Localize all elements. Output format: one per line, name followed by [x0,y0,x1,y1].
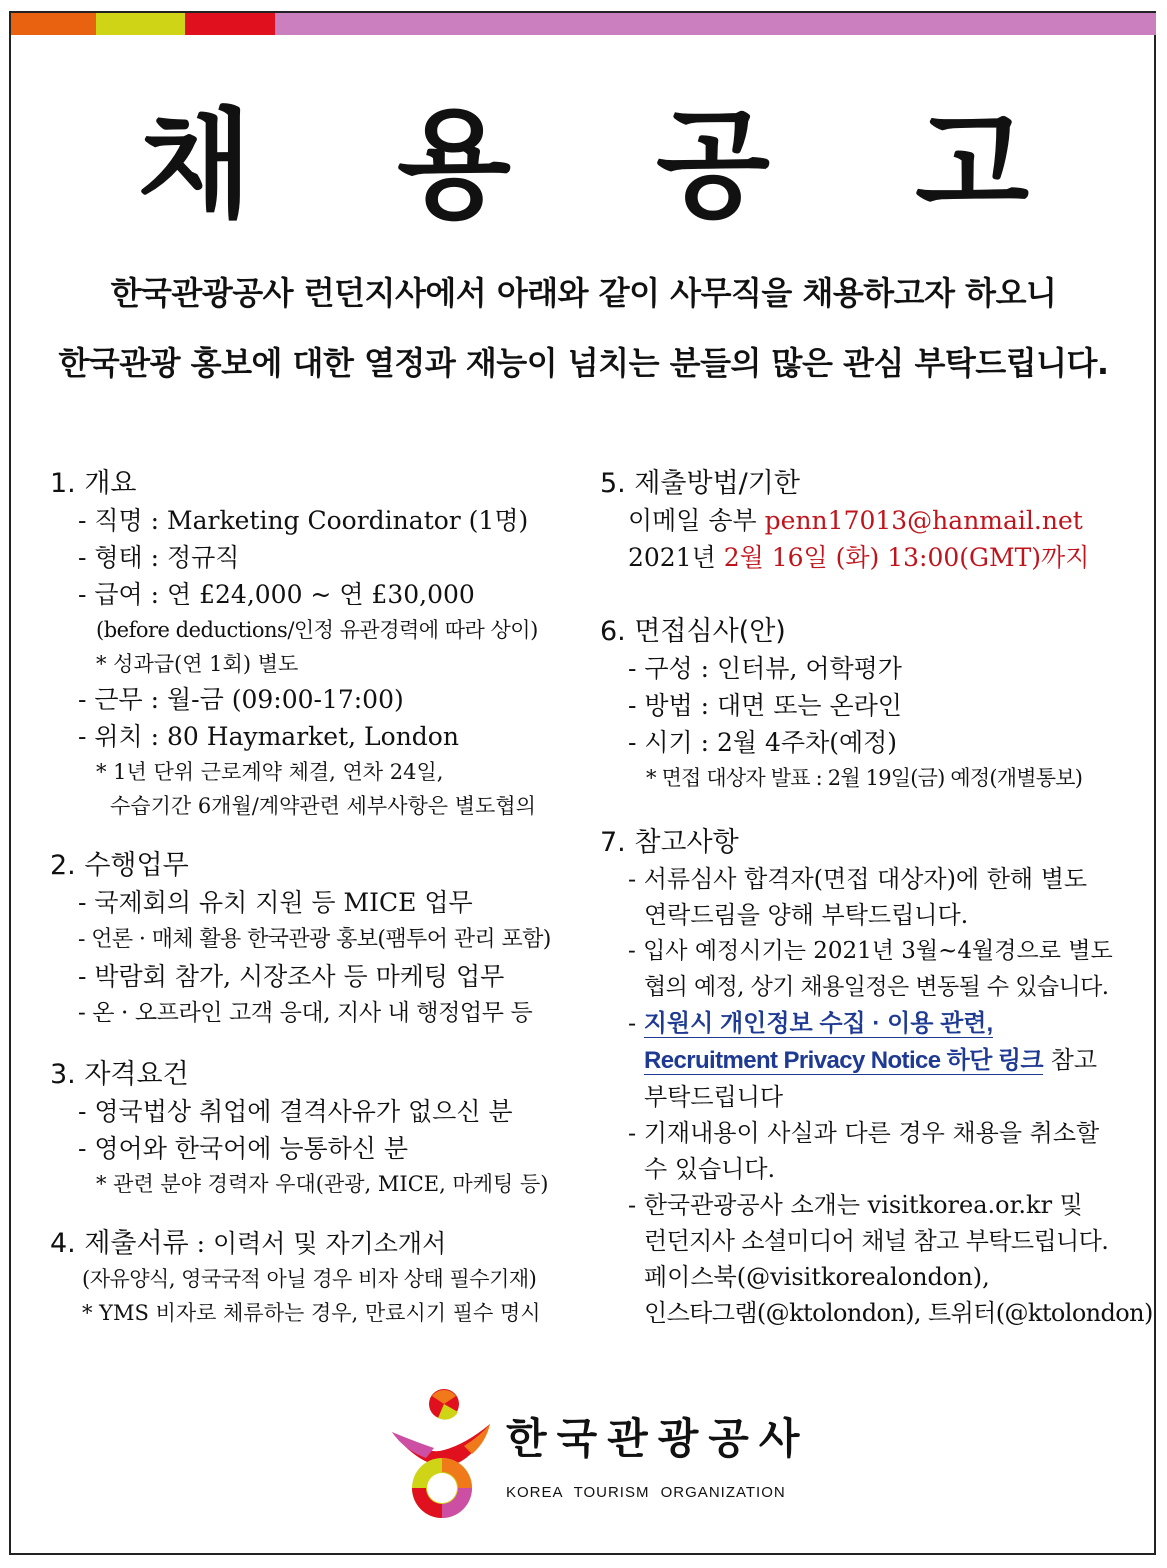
left-column [50,466,590,1355]
section-title: 3. 자격요건 [50,1059,189,1090]
section-title: 7. 참고사항 [600,827,739,858]
list-item: - 방법 : 대면 또는 온라인 [628,691,902,720]
color-bar-pink [275,13,1156,35]
section-title: 5. 제출방법/기한 [600,468,800,499]
deadline-line [600,539,1130,576]
section-title [50,1226,590,1262]
list-item: - 한국관광공사 소개는 visitkorea.or.kr 및 [628,1191,1083,1219]
list-item: - 언론 · 매체 활용 한국관광 홍보(팸투어 관리 포함) [78,927,551,952]
list-item: - 형태 : 정규직 [78,543,240,572]
list-note: * YMS 비자로 체류하는 경우, 만료시기 필수 명시 [82,1301,541,1325]
list-item: - 직명 : Marketing Coordinator (1명) [78,506,529,535]
list-note: 수습기간 6개월/계약관련 세부사항은 별도협의 [110,794,536,818]
list-note: * 1년 단위 근로계약 체결, 연차 24일, [96,760,444,784]
list-item: - 입사 예정시기는 2021년 3월~4월경으로 별도 [628,938,1113,964]
section-title: 1. 개요 [50,468,137,499]
list-item-cont: 부탁드립니다 [644,1083,784,1111]
social-facebook: 페이스북(@visitkorealondon), [644,1263,990,1291]
section-overview [50,466,590,823]
privacy-notice-link[interactable]: Recruitment Privacy Notice 하단 링크 [644,1047,1043,1074]
email-address[interactable]: penn17013@hanmail.net [764,506,1083,535]
section-title: 2. 수행업무 [50,850,189,881]
list-item: - 서류심사 합격자(면접 대상자)에 한해 별도 [628,865,1088,893]
privacy-line-2 [600,1042,1130,1079]
list-note: * 관련 분야 경력자 우대(관광, MICE, 마케팅 등) [96,1172,549,1196]
privacy-line [600,1005,1130,1042]
list-item: - 영국법상 취업에 결격사유가 없으신 분 [78,1097,513,1126]
list-item-cont: 협의 예정, 상기 채용일정은 변동될 수 있습니다. [644,974,1109,1000]
deadline-prefix: 2021년 [628,543,724,572]
privacy-link-ko[interactable]: 지원시 개인정보 수집 · 이용 관련, [643,1010,994,1037]
section-title: 6. 면접심사(안) [600,616,786,647]
list-note: * 면접 대상자 발표 : 2월 19일(금) 예정(개별통보) [646,766,1083,790]
list-item: - 시기 : 2월 4주차(예정) [628,728,898,757]
deadline-date: 2월 16일 (화) 13:00(GMT)까지 [723,543,1090,572]
list-note: (자유양식, 영국국적 아닐 경우 비자 상태 필수기재) [82,1267,537,1291]
color-bar [11,13,1156,35]
list-item: - 위치 : 80 Haymarket, London [78,722,459,751]
social-instagram-twitter: 인스타그램(@ktolondon), 트위터(@ktolondon) [644,1299,1153,1327]
intro-line-1: 한국관광공사 런던지사에서 아래와 같이 사무직을 채용하고자 하오니 [110,274,1057,312]
color-bar-yellow [96,13,185,35]
section-duties [50,848,590,1032]
email-line [600,502,1130,539]
list-item: - 국제회의 유치 지원 등 MICE 업무 [78,888,473,917]
list-item: - 박람회 참가, 시장조사 등 마케팅 업무 [78,962,505,991]
dash: - [628,1009,644,1037]
kto-logo-icon [386,1384,496,1524]
list-note: (before deductions/인정 유관경력에 따라 상이) [96,618,538,642]
color-bar-red [185,13,275,35]
section-documents [50,1226,590,1330]
privacy-rest: 참고 [1043,1046,1097,1074]
list-item-cont: 수 있습니다. [644,1155,776,1183]
right-column [600,466,1153,1356]
list-item-cont: 연락드림을 양해 부탁드립니다. [644,901,969,929]
section-title-rest: : 이력서 및 자기소개서 [188,1229,447,1258]
list-item: - 온 · 오프라인 고객 응대, 지사 내 행정업무 등 [78,1000,533,1026]
list-item: - 급여 : 연 £24,000 ~ 연 £30,000 [78,580,475,609]
list-item-cont: 런던지사 소셜미디어 채널 참고 부탁드립니다. [644,1227,1109,1255]
logo-text-en: KOREA TOURISM ORGANIZATION [506,1484,786,1501]
section-submission [600,466,1130,576]
kto-logo [386,1384,810,1524]
list-item: - 영어와 한국어에 능통하신 분 [78,1134,409,1163]
section-interview [600,614,1130,795]
list-item: - 기재내용이 사실과 다른 경우 채용을 취소할 [628,1119,1100,1147]
section-title-main: 4. 제출서류 [50,1228,189,1259]
page-title: 채 용 공 고 [137,96,1082,234]
list-item: - 구성 : 인터뷰, 어학평가 [628,654,902,683]
list-note: * 성과급(연 1회) 별도 [96,652,299,676]
intro-line-2: 한국관광 홍보에 대한 열정과 재능이 넘치는 분들의 많은 관심 부탁드립니다. [58,344,1109,382]
color-bar-orange [11,13,96,35]
email-label: 이메일 송부 [628,506,765,535]
list-item: - 근무 : 월-금 (09:00-17:00) [78,685,404,714]
section-qualifications [50,1057,590,1201]
section-notes [600,825,1153,1331]
logo-text-ko: 한국관광공사 [506,1414,810,1463]
